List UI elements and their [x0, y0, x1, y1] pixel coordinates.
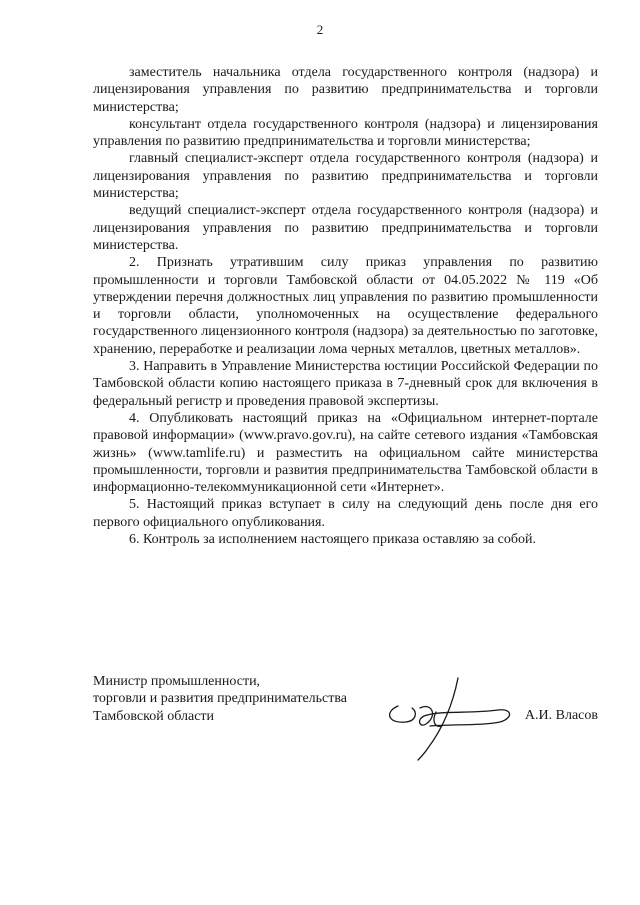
- paragraph-deputy-head: заместитель начальника отдела государственного контроля (надзора) и лицензирования управления по развитию предпринимательства и торговли министерства;: [93, 65, 598, 115]
- paragraph-chief-specialist: главный специалист-эксперт отдела государственного контроля (надзора) и лицензирования управления по развитию предпринимательства и торговли министерства;: [93, 151, 598, 202]
- paragraph-consultant: консультант отдела государственного контроля (надзора) и лицензирования управления по развитию предпринимательства и торговли министерства;: [93, 116, 598, 150]
- paragraph-item-5: 5. Настоящий приказ вступает в силу на следующий день после дня его первого официального опубликования.: [93, 497, 598, 530]
- paragraph-item-6: 6. Контроль за исполнением настоящего приказа оставляю за собой.: [129, 532, 537, 548]
- document-body: [93, 64, 598, 548]
- paragraph-item-4: 4. Опубликовать настоящий приказ на «Официальном интернет-портале правовой информации» (www.pravo.gov.ru), на сайте сетевого издания «Тамбовская жизнь» (www.tamlife.ru) и разместить на официальном сайте министерства промышленности, торговли и развития предпринимательства Тамбовской области в информационно-телекоммуникационной сети «Интернет».: [93, 410, 598, 496]
- signatory-title: [93, 673, 598, 725]
- page-number: 2: [316, 22, 324, 37]
- signatory-title-line: торговли и развития предпринимательства: [93, 691, 348, 707]
- paragraph-item-3: 3. Направить в Управление Министерства юстиции Российской Федерации по Тамбовской области копию настоящего приказа в 7-дневный срок для включения в федеральный регистр и проведения правовой экспертизы.: [93, 359, 598, 409]
- signatory-name: А.И. Власов: [524, 708, 598, 723]
- signatory-title-line: Тамбовской области: [93, 708, 215, 724]
- paragraph-leading-specialist: ведущий специалист-эксперт отдела государственного контроля (надзора) и лицензирования управления по развитию предпринимательства и торговли министерства.: [93, 203, 598, 253]
- paragraph-item-2: 2. Признать утратившим силу приказ управления по развитию промышленности и торговли Тамбовской области от 04.05.2022 № 119 «Об утверждении перечня должностных лиц управления по развитию промышленности и торговли области, уполномоченных на осуществление федерального государственного лицензионного контроля (надзора) за деятельностью по заготовке, хранению, переработке и реализации лома черных металлов, цветных металлов».: [93, 255, 598, 357]
- signatory-title-line: Министр промышленности,: [93, 674, 261, 689]
- signature-block: [93, 673, 598, 725]
- handwritten-signature: [380, 668, 520, 763]
